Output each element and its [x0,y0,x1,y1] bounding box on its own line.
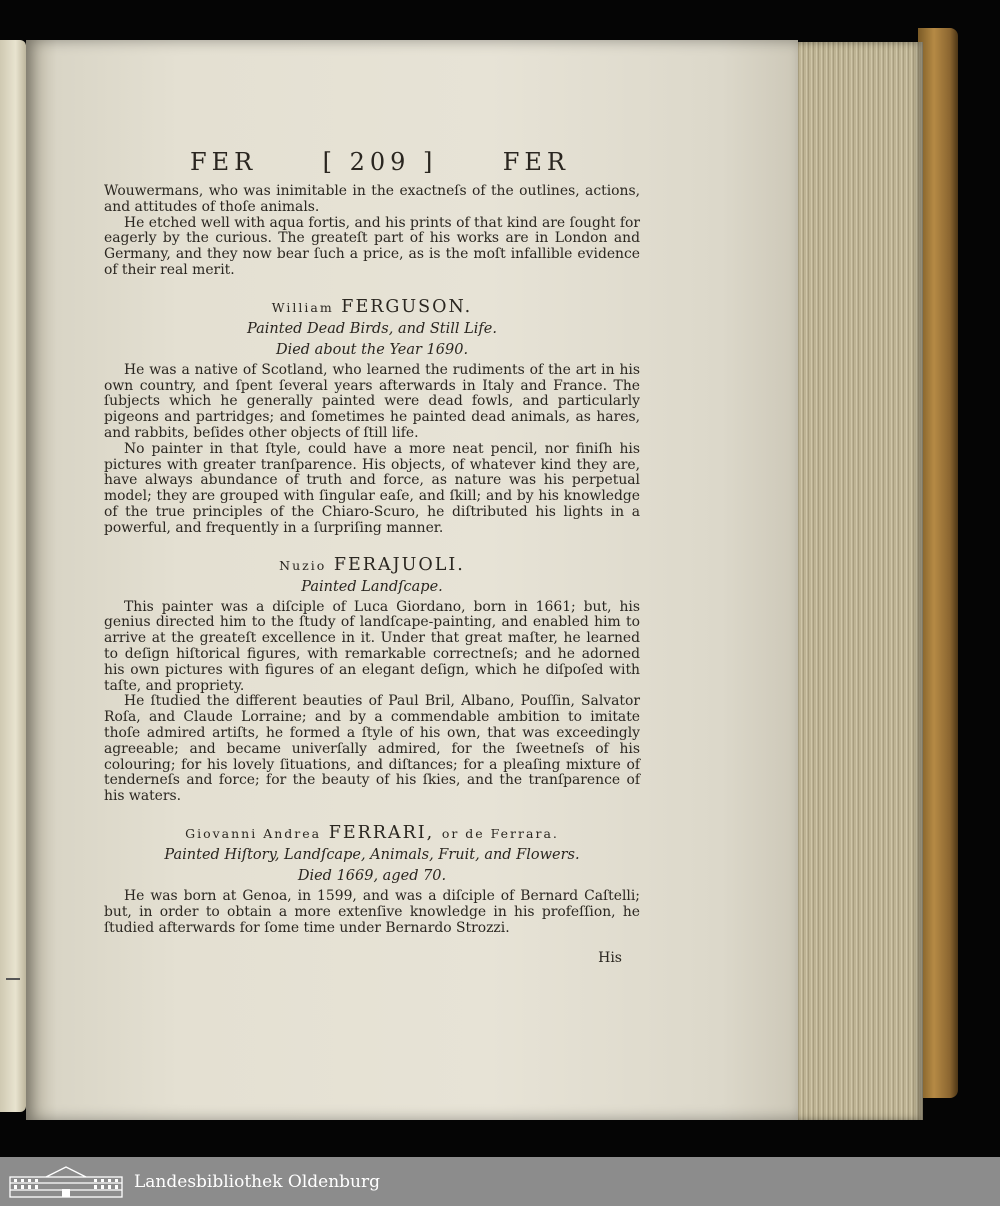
entry-died: Died about the Year 1690. [275,341,469,358]
entry-paragraph: He was born at Genoa, in 1599, and was a diſciple of Bernard Caſtelli; but, in order to obtain a more extenſive knowledge in his profeſſion, he ſtudied afterwards for ſome time under Bernardo Strozzi. [104,887,640,936]
entry-paragraph: No painter in that ſtyle, could have a more neat pencil, nor finiſh his pictures with greater tranſparence. His objects, of whatever kind they are, have always abundance of truth and force, as nature was his perpetual model; they are grouped with ſingular eaſe, and ſkill; and by his knowledge of the true principles of the Chiaro-Scuro, he diſtributed his lights in a powerful, and frequently in a ſurpriſing manner. [104,440,640,536]
entry-name: Nuzio FERAJUOLI. [279,554,465,575]
entry-ferajuoli [104,555,640,805]
page-content [104,148,640,966]
entry-subtitle: Painted Hiſtory, Landſcape, Animals, Fruit, and Flowers. [164,846,580,863]
entry-paragraph: He ſtudied the different beauties of Paul Bril, Albano, Pouſſin, Salvator Roſa, and Claude Lorraine; and by a commendable ambition to imitate thoſe admired artiſts, he formed a ſtyle of his own, that was exceedingly agreeable; and became univerſally admired, for the ſweetneſs of his colouring; for his lovely ſituations, and diſtances; for a pleaſing mixture of tenderneſs and force; for the beauty of his ſkies, and the tranſparence of his waters. [104,693,640,805]
intro-paragraph: Wouwermans, who was inimitable in the exactneſs of the outlines, actions, and attitudes of thoſe animals. [104,183,640,215]
header-left: FER [190,148,258,176]
intro-paragraph: He etched well with aqua fortis, and his prints of that kind are ſought for eagerly by the curious. The greateſt part of his works are in London and Germany, and they now bear ſuch a price, as is the moſt infallible evidence of their real merit. [104,214,640,278]
library-footer [0,1157,1000,1206]
margin-mark [6,978,20,980]
entry-name: Giovanni Andrea FERRARI, or de Ferrara. [185,822,559,843]
library-name: Landesbibliothek Oldenburg [134,1171,381,1192]
facing-page-edge [0,40,26,1112]
running-header [190,148,570,176]
entry-died: Died 1669, aged 70. [297,867,447,884]
catchword: His [598,950,622,967]
entry-ferguson [104,297,640,537]
entry-paragraph: He was a native of Scotland, who learned the rudiments of the art in his own country, and ſpent ſeveral years afterwards in Italy and France. The ſubjects which he generally painted were dead fowls, and particularly pigeons and partridges; and ſometimes he painted dead animals, as hares, and rabbits, beſides other objects of ſtill life. [104,361,640,441]
page-number: [ 209 ] [322,148,438,176]
book-cover-edge [918,28,958,1098]
page-block-edges [795,42,923,1120]
entry-name: William FERGUSON. [271,296,473,317]
entry-paragraph: This painter was a diſciple of Luca Giordano, born in 1661; but, his genius directed him to the ſtudy of landſcape-painting, and enabled him to arrive at the greateſt excellence in it. Under that great maſter, he learned to deſign hiſtorical figures, with remarkable correctneſs; and he adorned his own pictures with figures of an elegant deſign, which he diſpoſed with taſte, and propriety. [104,598,640,694]
entry-subtitle: Painted Dead Birds, and Still Life. [247,320,497,337]
entry-ferrari [104,823,640,936]
header-right: FER [502,148,570,176]
library-building-icon [8,1165,124,1199]
entry-subtitle: Painted Landſcape. [301,578,443,595]
